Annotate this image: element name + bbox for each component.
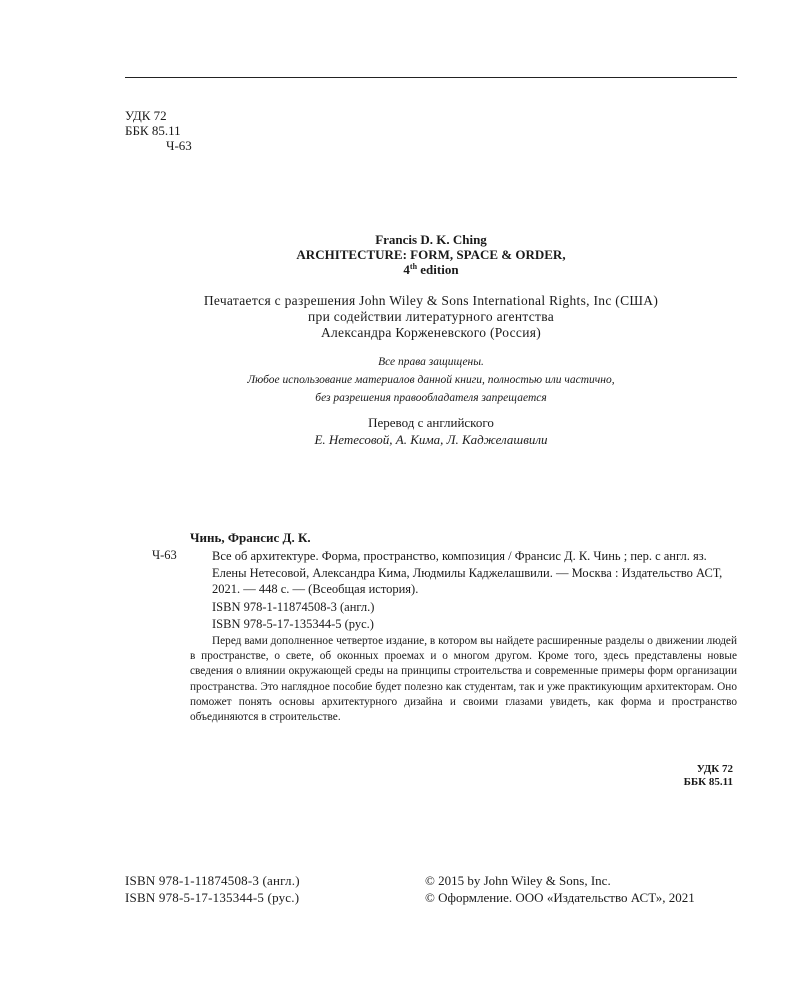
original-edition-block bbox=[125, 232, 737, 277]
bbk-code: ББК 85.11 bbox=[125, 123, 181, 138]
translation-block bbox=[125, 414, 737, 448]
edition-word: edition bbox=[417, 262, 459, 277]
rights-block bbox=[125, 353, 737, 407]
catalog-code: Ч-63 bbox=[152, 548, 177, 562]
catalog-isbn-en: ISBN 978-1-11874508-3 (англ.) bbox=[212, 600, 375, 614]
rights-line-1: Все права защищены. bbox=[378, 356, 484, 368]
catalog-classification bbox=[600, 763, 733, 789]
author-mark: Ч-63 bbox=[166, 138, 192, 153]
catalog-bbk: ББК 85.11 bbox=[683, 776, 733, 788]
annotation bbox=[190, 634, 737, 725]
copyright-ast: © Оформление. ООО «Издательство АСТ», 2021 bbox=[425, 890, 695, 905]
translation-label: Перевод с английского bbox=[368, 415, 494, 430]
catalog-author: Чинь, Франсис Д. К. bbox=[190, 530, 311, 545]
footer-isbn-block bbox=[125, 872, 300, 906]
footer-isbn-ru: ISBN 978-5-17-135344-5 (рус.) bbox=[125, 890, 300, 905]
permission-line-2: при содействии литературного агентства bbox=[308, 309, 554, 324]
edition-number: 4 bbox=[403, 262, 410, 277]
footer-isbn-en: ISBN 978-1-11874508-3 (англ.) bbox=[125, 873, 300, 888]
copyright-wiley: © 2015 by John Wiley & Sons, Inc. bbox=[425, 873, 611, 888]
permission-line-1: Печатается с разрешения John Wiley & Sons International Rights, Inc (США) bbox=[203, 293, 659, 308]
catalog-isbn-ru: ISBN 978-5-17-135344-5 (рус.) bbox=[212, 617, 374, 631]
original-title: ARCHITECTURE: FORM, SPACE & ORDER, bbox=[296, 247, 566, 262]
original-edition bbox=[125, 262, 737, 277]
permission-line-3: Александра Корженевского (Россия) bbox=[320, 325, 542, 340]
rights-line-2: Любое использование материалов данной книги, полностью или частично, bbox=[247, 374, 615, 386]
translators: Е. Нетесовой, А. Кима, Л. Каджелашвили bbox=[314, 432, 548, 447]
original-author: Francis D. K. Ching bbox=[375, 232, 487, 247]
edition-suffix: th bbox=[409, 262, 418, 271]
annotation-text: Перед вами дополненное четвертое издание, в котором вы найдете расширенные разделы о движении людей в пространстве, о свете, об оконных проемах и о многом другом. Кроме того, здесь представлены новые сведения о влиянии окружающей среды на принципы строительства и современные примеры форм организации пространства. Это наглядное пособие будет полезно как студентам, так и уже практикующим архитекторам. Оно поможет понять основы архитектурного дизайна и своими глазами увидеть, как форма и пространство объединяются в строительстве. bbox=[190, 635, 737, 724]
permission-block bbox=[125, 293, 737, 341]
catalog-isbn-block bbox=[212, 599, 374, 633]
catalog-udk: УДК 72 bbox=[696, 763, 733, 775]
top-rule bbox=[125, 77, 737, 78]
udk-code: УДК 72 bbox=[125, 108, 167, 123]
rights-line-3: без разрешения правообладателя запрещается bbox=[315, 392, 547, 404]
classification-block bbox=[125, 108, 192, 153]
footer-copyright-block bbox=[425, 872, 695, 906]
catalog-description: Все об архитектуре. Форма, пространство, композиция / Франсис Д. К. Чинь ; пер. с англ. яз. Елены Нетесовой, Александра Кима, Людмилы Каджелашвили. — Москва : Издательство АСТ, 2021. — 448 с. — (Всеобщая история). bbox=[212, 549, 723, 596]
